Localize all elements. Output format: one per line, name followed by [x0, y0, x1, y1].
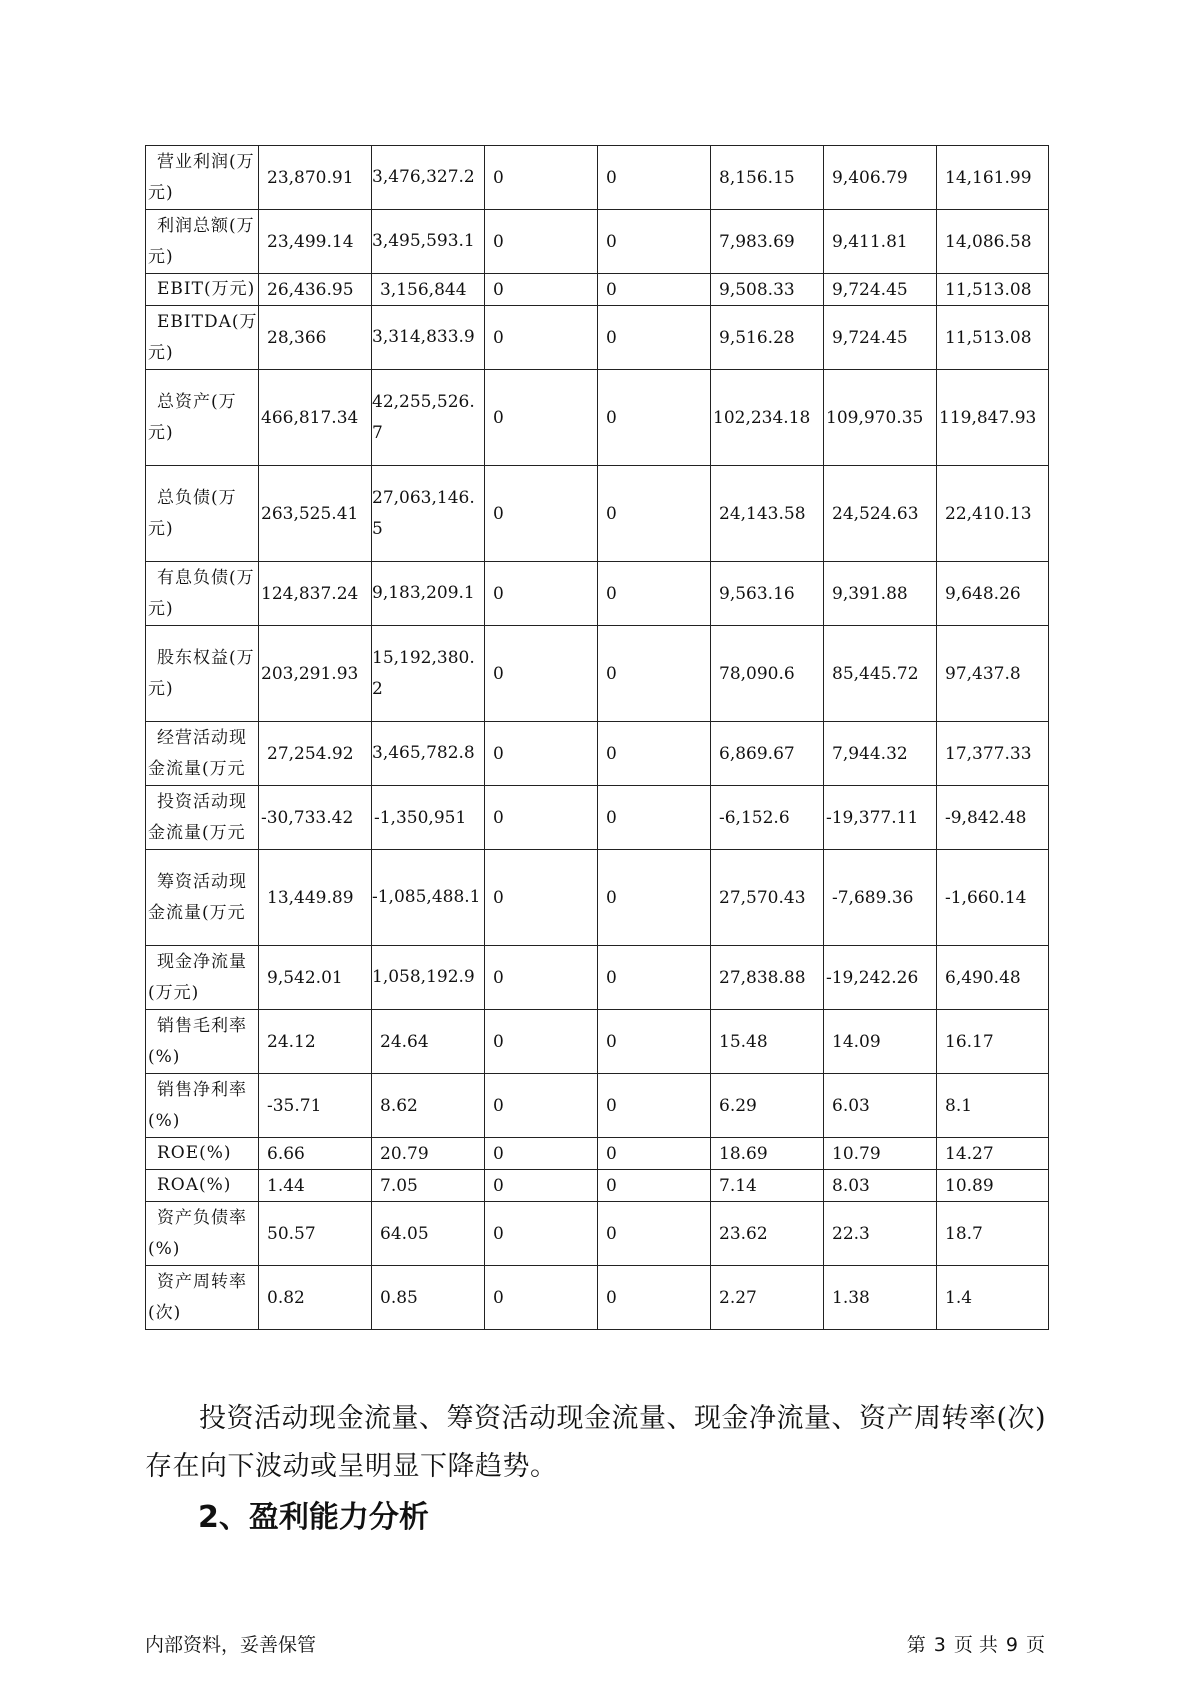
- value-cell: 0: [485, 466, 598, 562]
- row-label: 总资产(万元): [148, 391, 237, 443]
- row-label: 资产负债率(%): [148, 1207, 247, 1259]
- value-cell: 13,449.89: [259, 850, 372, 946]
- value-cell: 27,570.43: [711, 850, 824, 946]
- value-cell: 3,476,327.2: [372, 146, 485, 210]
- value-cell: 18.7: [937, 1202, 1049, 1266]
- value-cell: 0: [485, 1202, 598, 1266]
- value-cell: 0: [485, 1170, 598, 1202]
- row-label-cell: [146, 1266, 259, 1330]
- value-cell: 6,869.67: [711, 722, 824, 786]
- value-cell: 0: [598, 786, 711, 850]
- value-cell: 0: [485, 1266, 598, 1330]
- value-cell: 3,314,833.9: [372, 306, 485, 370]
- footer-confidential-note: 内部资料，妥善保管: [145, 1634, 317, 1656]
- table-row: [146, 722, 1049, 786]
- value-cell: 27,254.92: [259, 722, 372, 786]
- value-cell: 0.82: [259, 1266, 372, 1330]
- value-cell: 64.05: [372, 1202, 485, 1266]
- value-cell: 78,090.6: [711, 626, 824, 722]
- page-prefix: 第: [906, 1634, 926, 1656]
- value-cell: 0: [485, 722, 598, 786]
- table-row: [146, 146, 1049, 210]
- value-cell: 0: [598, 306, 711, 370]
- value-cell: -19,242.26: [824, 946, 937, 1010]
- value-cell: 22.3: [824, 1202, 937, 1266]
- value-cell: 22,410.13: [937, 466, 1049, 562]
- value-cell: 0: [598, 210, 711, 274]
- row-label: 筹资活动现金流量(万元: [148, 871, 247, 923]
- row-label: 资产周转率(次): [148, 1271, 247, 1323]
- value-cell: 466,817.34: [259, 370, 372, 466]
- value-cell: -19,377.11: [824, 786, 937, 850]
- value-cell: 119,847.93: [937, 370, 1049, 466]
- table-row: [146, 210, 1049, 274]
- table-row: [146, 1266, 1049, 1330]
- value-cell: 9,411.81: [824, 210, 937, 274]
- table-row: [146, 850, 1049, 946]
- value-cell: 14,086.58: [937, 210, 1049, 274]
- value-cell: 0: [598, 722, 711, 786]
- value-cell: 0: [598, 1170, 711, 1202]
- value-cell: 9,406.79: [824, 146, 937, 210]
- table-row: [146, 1074, 1049, 1138]
- row-label: 利润总额(万元): [148, 215, 255, 267]
- row-label-cell: [146, 370, 259, 466]
- value-cell: 11,513.08: [937, 274, 1049, 306]
- value-cell: 0: [598, 626, 711, 722]
- page-current: 3: [933, 1634, 946, 1656]
- value-cell: -7,689.36: [824, 850, 937, 946]
- row-label-cell: [146, 466, 259, 562]
- value-cell: 7,983.69: [711, 210, 824, 274]
- value-cell: 9,724.45: [824, 306, 937, 370]
- row-label: 总负债(万元): [148, 487, 237, 539]
- value-cell: 1.38: [824, 1266, 937, 1330]
- financial-data-table: [145, 145, 1049, 1330]
- value-cell: 0: [598, 1074, 711, 1138]
- value-cell: 14.27: [937, 1138, 1049, 1170]
- value-cell: 14.09: [824, 1010, 937, 1074]
- value-cell: 18.69: [711, 1138, 824, 1170]
- value-cell: 0: [485, 210, 598, 274]
- value-cell: 1.44: [259, 1170, 372, 1202]
- row-label-cell: [146, 786, 259, 850]
- value-cell: 27,838.88: [711, 946, 824, 1010]
- value-cell: 0: [485, 146, 598, 210]
- table-row: [146, 306, 1049, 370]
- value-cell: 9,391.88: [824, 562, 937, 626]
- value-cell: 27,063,146.5: [372, 466, 485, 562]
- row-label-cell: [146, 274, 259, 306]
- row-label-cell: [146, 1170, 259, 1202]
- value-cell: 9,648.26: [937, 562, 1049, 626]
- value-cell: 0: [485, 1138, 598, 1170]
- value-cell: 109,970.35: [824, 370, 937, 466]
- row-label: 股东权益(万元): [148, 647, 255, 699]
- row-label: 有息负债(万元): [148, 567, 255, 619]
- value-cell: 9,516.28: [711, 306, 824, 370]
- value-cell: 0: [485, 1074, 598, 1138]
- value-cell: 0: [485, 370, 598, 466]
- table-row: [146, 466, 1049, 562]
- value-cell: 20.79: [372, 1138, 485, 1170]
- value-cell: 15.48: [711, 1010, 824, 1074]
- value-cell: 24,524.63: [824, 466, 937, 562]
- row-label: ROE(%): [157, 1143, 232, 1163]
- value-cell: 42,255,526.7: [372, 370, 485, 466]
- table-row: [146, 946, 1049, 1010]
- value-cell: -6,152.6: [711, 786, 824, 850]
- value-cell: -35.71: [259, 1074, 372, 1138]
- value-cell: 23,499.14: [259, 210, 372, 274]
- value-cell: 6.03: [824, 1074, 937, 1138]
- value-cell: 17,377.33: [937, 722, 1049, 786]
- row-label-cell: [146, 850, 259, 946]
- value-cell: 9,563.16: [711, 562, 824, 626]
- value-cell: 0: [598, 146, 711, 210]
- footer-page-number: [903, 1630, 1049, 1657]
- value-cell: 102,234.18: [711, 370, 824, 466]
- value-cell: 7,944.32: [824, 722, 937, 786]
- value-cell: 10.89: [937, 1170, 1049, 1202]
- row-label-cell: [146, 722, 259, 786]
- row-label-cell: [146, 562, 259, 626]
- analysis-paragraph: 投资活动现金流量、筹资活动现金流量、现金净流量、资产周转率(次)存在向下波动或呈明显下降趋势。: [145, 1403, 1047, 1482]
- value-cell: 0: [598, 946, 711, 1010]
- row-label-cell: [146, 306, 259, 370]
- value-cell: 0: [485, 274, 598, 306]
- table-row: [146, 1202, 1049, 1266]
- value-cell: 9,724.45: [824, 274, 937, 306]
- value-cell: 0: [598, 1010, 711, 1074]
- row-label-cell: [146, 626, 259, 722]
- table-row: [146, 1170, 1049, 1202]
- section-heading: 2、盈利能力分析: [198, 1500, 429, 1535]
- value-cell: 0: [598, 274, 711, 306]
- value-cell: 10.79: [824, 1138, 937, 1170]
- row-label-cell: [146, 1010, 259, 1074]
- value-cell: 11,513.08: [937, 306, 1049, 370]
- value-cell: 0: [598, 1138, 711, 1170]
- value-cell: 7.05: [372, 1170, 485, 1202]
- value-cell: 0: [485, 1010, 598, 1074]
- value-cell: 0: [598, 562, 711, 626]
- value-cell: 6.29: [711, 1074, 824, 1138]
- value-cell: -9,842.48: [937, 786, 1049, 850]
- value-cell: 0: [485, 306, 598, 370]
- table-row: [146, 370, 1049, 466]
- table-row: [146, 626, 1049, 722]
- row-label-cell: [146, 210, 259, 274]
- value-cell: 24.64: [372, 1010, 485, 1074]
- row-label: 销售净利率(%): [148, 1079, 247, 1131]
- value-cell: 97,437.8: [937, 626, 1049, 722]
- value-cell: 8.1: [937, 1074, 1049, 1138]
- value-cell: 0: [485, 946, 598, 1010]
- value-cell: 3,156,844: [372, 274, 485, 306]
- row-label: EBIT(万元): [157, 279, 256, 299]
- value-cell: 15,192,380.2: [372, 626, 485, 722]
- value-cell: -30,733.42: [259, 786, 372, 850]
- value-cell: 26,436.95: [259, 274, 372, 306]
- table-row: [146, 1010, 1049, 1074]
- row-label: 营业利润(万元): [148, 151, 255, 203]
- value-cell: 23,870.91: [259, 146, 372, 210]
- value-cell: 28,366: [259, 306, 372, 370]
- value-cell: 0: [485, 850, 598, 946]
- value-cell: 124,837.24: [259, 562, 372, 626]
- row-label: ROA(%): [157, 1175, 232, 1195]
- page-mid: 页 共: [953, 1634, 998, 1656]
- row-label-cell: [146, 1074, 259, 1138]
- page-total: 9: [1005, 1634, 1018, 1656]
- value-cell: 0: [485, 786, 598, 850]
- value-cell: 3,465,782.8: [372, 722, 485, 786]
- value-cell: 24,143.58: [711, 466, 824, 562]
- row-label-cell: [146, 1138, 259, 1170]
- value-cell: -1,085,488.1: [372, 850, 485, 946]
- row-label: 经营活动现金流量(万元: [148, 727, 247, 779]
- value-cell: 1,058,192.9: [372, 946, 485, 1010]
- value-cell: 8.03: [824, 1170, 937, 1202]
- value-cell: 24.12: [259, 1010, 372, 1074]
- value-cell: 9,542.01: [259, 946, 372, 1010]
- value-cell: 0.85: [372, 1266, 485, 1330]
- value-cell: 0: [598, 1266, 711, 1330]
- row-label: 投资活动现金流量(万元: [148, 791, 247, 843]
- row-label: 现金净流量(万元): [148, 951, 247, 1003]
- table-body: [146, 146, 1049, 1330]
- value-cell: 0: [598, 370, 711, 466]
- value-cell: 6,490.48: [937, 946, 1049, 1010]
- value-cell: 0: [598, 850, 711, 946]
- value-cell: 0: [485, 562, 598, 626]
- value-cell: 16.17: [937, 1010, 1049, 1074]
- value-cell: -1,350,951: [372, 786, 485, 850]
- value-cell: 1.4: [937, 1266, 1049, 1330]
- row-label-cell: [146, 1202, 259, 1266]
- value-cell: 7.14: [711, 1170, 824, 1202]
- row-label: 销售毛利率(%): [148, 1015, 247, 1067]
- value-cell: 50.57: [259, 1202, 372, 1266]
- value-cell: 203,291.93: [259, 626, 372, 722]
- value-cell: 0: [485, 626, 598, 722]
- table-row: [146, 1138, 1049, 1170]
- value-cell: 14,161.99: [937, 146, 1049, 210]
- value-cell: 2.27: [711, 1266, 824, 1330]
- value-cell: 8,156.15: [711, 146, 824, 210]
- value-cell: 9,508.33: [711, 274, 824, 306]
- value-cell: 263,525.41: [259, 466, 372, 562]
- value-cell: -1,660.14: [937, 850, 1049, 946]
- row-label-cell: [146, 946, 259, 1010]
- value-cell: 85,445.72: [824, 626, 937, 722]
- value-cell: 0: [598, 466, 711, 562]
- value-cell: 3,495,593.1: [372, 210, 485, 274]
- value-cell: 23.62: [711, 1202, 824, 1266]
- page-suffix: 页: [1025, 1634, 1045, 1656]
- row-label-cell: [146, 146, 259, 210]
- value-cell: 9,183,209.1: [372, 562, 485, 626]
- table-row: [146, 562, 1049, 626]
- row-label: EBITDA(万元): [148, 311, 258, 363]
- table-row: [146, 274, 1049, 306]
- table-row: [146, 786, 1049, 850]
- value-cell: 6.66: [259, 1138, 372, 1170]
- value-cell: 0: [598, 1202, 711, 1266]
- value-cell: 8.62: [372, 1074, 485, 1138]
